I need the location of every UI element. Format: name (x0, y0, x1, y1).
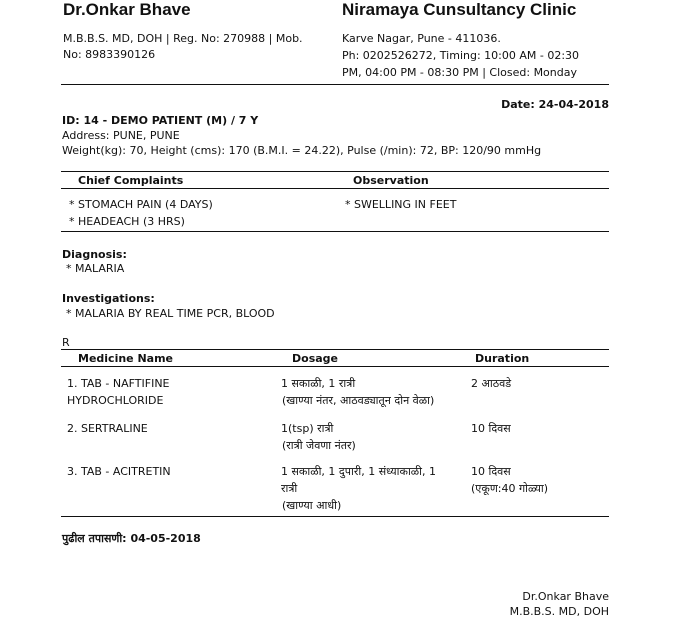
doctor-name: Dr.Onkar Bhave (63, 0, 191, 19)
medicine-dosage: 1 सकाळी, 1 रात्री (281, 377, 356, 390)
followup (62, 531, 201, 546)
medicine-duration: 2 आठवडे (471, 377, 512, 390)
complaint-item: * STOMACH PAIN (4 DAYS) (69, 198, 213, 211)
complaints-bottom-rule (61, 231, 609, 232)
followup-label: पुढील तपासणी: (62, 532, 127, 545)
dosage-header: Dosage (292, 352, 338, 365)
medicine-duration: 10 दिवस (471, 422, 511, 435)
medicine-header-rule (61, 366, 609, 367)
medicine-name: HYDROCHLORIDE (67, 394, 164, 407)
investigations-title: Investigations: (62, 292, 155, 305)
medicine-dosage: 1 सकाळी, 1 दुपारी, 1 संध्याकाळी, 1 (281, 465, 436, 478)
diagnosis-item: * MALARIA (66, 262, 125, 275)
patient-address: Address: PUNE, PUNE (62, 129, 180, 142)
clinic-contact-line2: PM, 04:00 PM - 08:30 PM | Closed: Monday (342, 66, 577, 79)
medicine-dosage: रात्री (281, 482, 298, 495)
investigation-item: * MALARIA BY REAL TIME PCR, BLOOD (66, 307, 275, 320)
medicine-dosage-note: (रात्री जेवणा नंतर) (282, 439, 356, 452)
rx-symbol: R (62, 336, 70, 349)
prescription-date: Date: 24-04-2018 (501, 98, 609, 111)
medicine-name-header: Medicine Name (78, 352, 174, 365)
patient-id: ID: 14 - DEMO PATIENT (M) / 7 Y (62, 114, 259, 127)
medicine-dosage-note: (खाण्या नंतर, आठवड्यातून दोन वेळा) (282, 394, 435, 407)
medicine-bottom-rule (61, 516, 609, 517)
signature-name: Dr.Onkar Bhave (522, 590, 609, 603)
medicine-name: 3. TAB - ACITRETIN (67, 465, 171, 478)
clinic-name: Niramaya Cunsultancy Clinic (342, 0, 577, 19)
doctor-details-line1: M.B.B.S. MD, DOH | Reg. No: 270988 | Mob. (63, 32, 303, 45)
header-divider (61, 84, 609, 85)
observation-item: * SWELLING IN FEET (345, 198, 457, 211)
followup-date: 04-05-2018 (130, 532, 201, 545)
complaints-header-rule (61, 188, 609, 189)
medicine-dosage: 1(tsp) रात्री (281, 422, 334, 435)
observation-header: Observation (353, 174, 429, 187)
complaints-top-rule (61, 171, 609, 172)
diagnosis-title: Diagnosis: (62, 248, 127, 261)
medicine-duration: 10 दिवस (471, 465, 511, 478)
medicine-dosage-note: (खाण्या आधी) (282, 499, 342, 512)
clinic-contact-line1: Ph: 0202526272, Timing: 10:00 AM - 02:30 (342, 49, 580, 62)
medicine-name: 2. SERTRALINE (67, 422, 148, 435)
medicine-top-rule (61, 349, 609, 350)
clinic-address: Karve Nagar, Pune - 411036. (342, 32, 501, 45)
duration-header: Duration (475, 352, 530, 365)
patient-vitals: Weight(kg): 70, Height (cms): 170 (B.M.I. = 24.22), Pulse (/min): 72, BP: 120/90 mmHg (62, 144, 542, 157)
signature-degree: M.B.B.S. MD, DOH (509, 605, 609, 618)
medicine-name: 1. TAB - NAFTIFINE (67, 377, 170, 390)
doctor-details-line2: No: 8983390126 (63, 48, 156, 61)
complaints-header: Chief Complaints (78, 174, 184, 187)
complaint-item: * HEADEACH (3 HRS) (69, 215, 185, 228)
medicine-duration-note: (एकूण:40 गोळ्या) (471, 482, 549, 495)
